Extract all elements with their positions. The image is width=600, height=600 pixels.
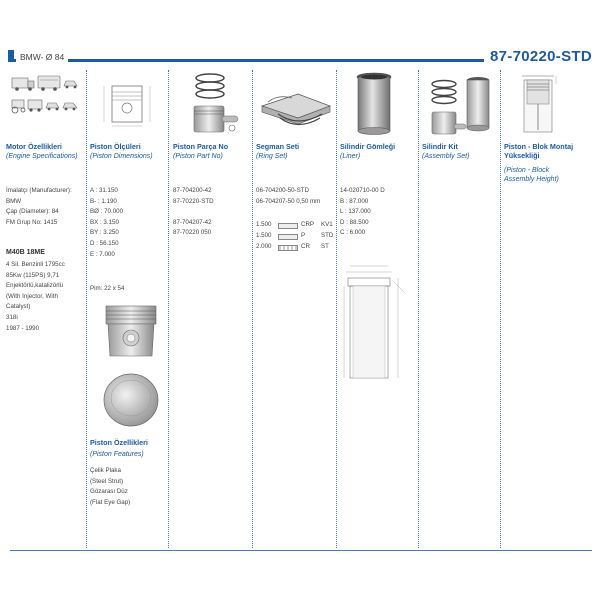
piston-dims-list — [90, 186, 123, 260]
piston-part-number: 87-704200-42 — [173, 187, 212, 194]
column-divider — [500, 70, 501, 548]
piston-part-title: Piston Parça No — [173, 142, 229, 151]
ring-set-title: Segman Seti — [256, 142, 300, 151]
engine-spec-line: Çap (Diameter): 84 — [6, 208, 59, 216]
block-height-subtitle-line: Assembly Height) — [504, 176, 559, 183]
piston-features-list — [90, 466, 130, 508]
block-height-subtitle-line: (Piston - Block — [504, 167, 550, 174]
ring-size: 1.500 — [256, 221, 272, 228]
part-code: 87-70220-STD — [484, 48, 592, 65]
engine-specs-subtitle: (Engine Specifications) — [6, 153, 78, 160]
assembly-set-title: Silindir Kit — [422, 142, 458, 151]
ring-spec-row — [256, 242, 336, 253]
engine-detail-line: (With Injector, With — [6, 292, 58, 300]
liner-list — [340, 186, 385, 239]
ring-set-number: 06-704207-50 0,50 mm — [256, 197, 321, 205]
piston-part-number: 87-70220 050 — [173, 229, 212, 237]
liner-spec-line: C : 6.000 — [340, 229, 366, 237]
piston-pin-size: Pim: 22 x 54 — [90, 285, 125, 292]
piston-features-subtitle: (Piston Features) — [90, 451, 144, 458]
piston-feature-line: (Steel Strut) — [90, 477, 124, 485]
piston-dim-line: D : 56.150 — [90, 239, 119, 247]
ring-type: KV1 — [321, 221, 333, 228]
ring-set-subtitle: (Ring Set) — [256, 153, 288, 160]
vehicles-icon — [10, 70, 84, 122]
piston-part-spacer — [173, 207, 214, 218]
piston-dim-line: A : 31.150 — [90, 187, 118, 194]
ring-code: CR — [301, 243, 310, 250]
piston-kit-image — [180, 70, 244, 138]
liner-spec-line: D : 88.500 — [340, 218, 369, 226]
ring-profile-icon — [278, 245, 298, 251]
ring-size: 1.500 — [256, 232, 272, 239]
ring-set-list — [256, 186, 320, 207]
block-height-title-line: Piston - Blok Montaj — [504, 142, 574, 151]
ring-profile-icon — [278, 223, 298, 229]
ring-set-number: 06-704200-50-STD — [256, 187, 309, 194]
block-height-title-line: Yüksekliği — [504, 151, 540, 160]
piston-dim-line: B- : 1.190 — [90, 197, 117, 205]
ring-type: STD — [321, 232, 334, 239]
piston-dims-subtitle: (Piston Dimensions) — [90, 153, 153, 160]
ring-code: P — [301, 232, 306, 239]
ring-profile-icon — [278, 234, 298, 240]
ring-spec-table — [256, 220, 336, 253]
liner-image — [352, 70, 396, 138]
engine-spec-line: BMW — [6, 197, 22, 205]
liner-dimension-diagram — [340, 262, 412, 384]
ring-size: 2.000 — [256, 243, 272, 250]
piston-dims-title: Piston Ölçüleri — [90, 142, 141, 151]
engine-detail-line: 1987 - 1990 — [6, 324, 40, 332]
liner-title: Silindir Gömleği — [340, 142, 396, 151]
piston-side-image — [100, 302, 162, 362]
piston-part-number: 87-704207-42 — [173, 218, 212, 226]
column-divider — [418, 70, 419, 548]
ring-spec-row — [256, 220, 336, 231]
liner-spec-line: 14-020710-00 D — [340, 187, 385, 194]
column-divider — [168, 70, 169, 548]
column-divider — [336, 70, 337, 548]
header-tab-marker — [8, 50, 14, 62]
piston-dim-line: E : 7.000 — [90, 250, 115, 258]
engine-detail-line: 318i — [6, 313, 18, 321]
ring-code: CRP — [301, 221, 315, 228]
piston-dim-line: BX : 3.150 — [90, 218, 119, 226]
assembly-set-image — [428, 74, 494, 138]
piston-part-list — [173, 186, 214, 239]
block-height-diagram — [516, 72, 560, 136]
liner-spec-line: L : 137.000 — [340, 208, 371, 216]
column-divider — [86, 70, 87, 548]
engine-spec-line: İmalatçı (Manufacturer): — [6, 187, 72, 194]
engine-detail-line: Enjektörlü,katalizörlü — [6, 282, 64, 290]
ring-spec-row — [256, 231, 336, 242]
column-divider — [252, 70, 253, 548]
block-height-title — [504, 142, 573, 160]
piston-dim-line: BØ : 70.000 — [90, 208, 124, 216]
ring-set-image — [258, 88, 334, 132]
piston-part-subtitle: (Piston Part No) — [173, 153, 223, 160]
liner-subtitle: (Liner) — [340, 153, 361, 160]
bottom-rule — [10, 550, 592, 551]
engine-detail-line: 85Kw (115PS) 9,71 — [6, 271, 60, 279]
piston-top-image — [100, 370, 162, 430]
engine-code: M40B 18ME — [6, 249, 45, 256]
piston-dim-line: BY : 3.250 — [90, 229, 119, 237]
header-title: BMW- Ø 84 — [16, 52, 68, 62]
piston-feature-line: (Flat Eye Gap) — [90, 498, 131, 506]
piston-dimension-diagram — [96, 80, 162, 128]
piston-feature-line: Çelik Plaka — [90, 467, 121, 474]
assembly-set-subtitle: (Assembly Set) — [422, 153, 470, 160]
engine-detail-line: Catalyst) — [6, 303, 31, 311]
block-height-subtitle — [504, 166, 559, 184]
engine-details-list — [6, 260, 65, 334]
engine-detail-line: 4 Sil. Benzinli 1795cc — [6, 261, 65, 268]
piston-part-number: 87-70220-STD — [173, 197, 214, 205]
liner-spec-line: B : 87.000 — [340, 197, 369, 205]
engine-specs-title: Motor Özellikleri — [6, 142, 62, 151]
piston-features-title: Piston Özellikleri — [90, 438, 148, 447]
engine-spec-line: FM Grup No: 1415 — [6, 218, 58, 226]
engine-specs-list — [6, 186, 72, 228]
ring-type: ST — [321, 243, 329, 250]
piston-feature-line: Gözarası Düz — [90, 488, 128, 496]
